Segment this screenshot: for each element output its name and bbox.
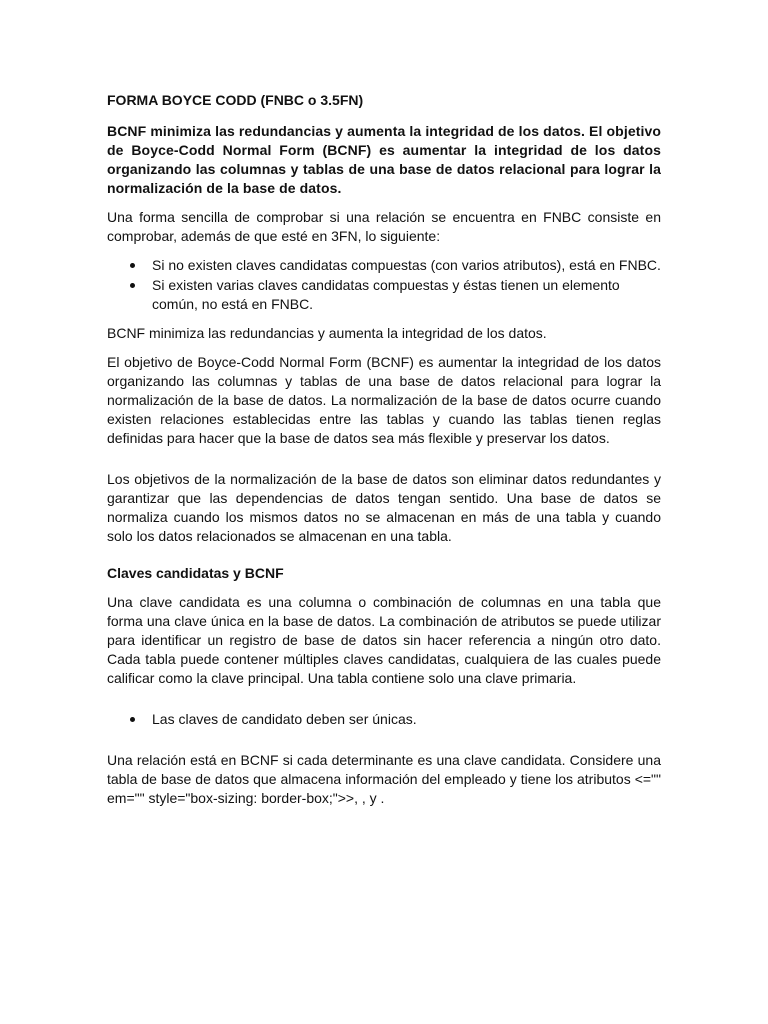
lead-paragraph: BCNF minimiza las redundancias y aumenta la integridad de los datos. El objetivo de Boyce-Codd Normal Form (BCNF) es aumentar la integridad de los datos organizando las columnas y tablas de una base de datos relacional para lograr la normalización de la base de datos.: [107, 123, 661, 196]
section-heading: Claves candidatas y BCNF: [107, 565, 284, 581]
paragraph: El objetivo de Boyce-Codd Normal Form (BCNF) es aumentar la integridad de los datos organizando las columnas y tablas de una base de datos relacional para lograr la normalización de la base de datos. La normalización de la base de datos ocurre cuando existen relaciones establecidas entre las tablas y cuando las tablas tienen reglas definidas para hacer que la base de datos sea más flexible y preservar los datos.: [107, 354, 661, 446]
paragraph: Una clave candidata es una columna o combinación de columnas en una tabla que forma una clave única en la base de datos. La combinación de atributos se puede utilizar para identificar un registro de base de datos sin hacer referencia a ningún otro dato. Cada tabla puede contener múltiples claves candidatas, cualquiera de las cuales puede calificar como la clave principal. Una tabla contiene solo una clave primaria.: [107, 594, 661, 686]
paragraph: Una relación está en BCNF si cada determinante es una clave candidata. Considere una tabla de base de datos que almacena información del empleado y tiene los atributos <="" em="" style="box-sizing: border-box;">>, , y .: [107, 752, 661, 806]
document-body: [107, 91, 661, 818]
document-title: FORMA BOYCE CODD (FNBC o 3.5FN): [107, 92, 364, 108]
bullet-icon: [130, 717, 135, 722]
list-item: [107, 256, 661, 275]
paragraph: Los objetivos de la normalización de la base de datos son eliminar datos redundantes y garantizar que las dependencias de datos tengan sentido. Una base de datos se normaliza cuando los mismos datos no se almacenan en más de una tabla y cuando solo los datos relacionados se almacenan en una tabla.: [107, 471, 661, 544]
list-item: [107, 276, 661, 314]
paragraph: BCNF minimiza las redundancias y aumenta la integridad de los datos.: [107, 325, 547, 341]
list-item-text: Las claves de candidato deben ser únicas.: [152, 711, 417, 727]
rules-list: [107, 710, 661, 729]
bullet-icon: [130, 283, 135, 288]
check-list: [107, 256, 661, 314]
intro-paragraph: Una forma sencilla de comprobar si una relación se encuentra en FNBC consiste en comprobar, además de que esté en 3FN, lo siguiente:: [107, 209, 661, 244]
list-item-text: Si existen varias claves candidatas compuestas y éstas tienen un elemento común, no está en FNBC.: [152, 277, 620, 312]
list-item-text: Si no existen claves candidatas compuestas (con varios atributos), está en FNBC.: [152, 257, 661, 273]
bullet-icon: [130, 263, 135, 268]
list-item: [107, 710, 661, 729]
